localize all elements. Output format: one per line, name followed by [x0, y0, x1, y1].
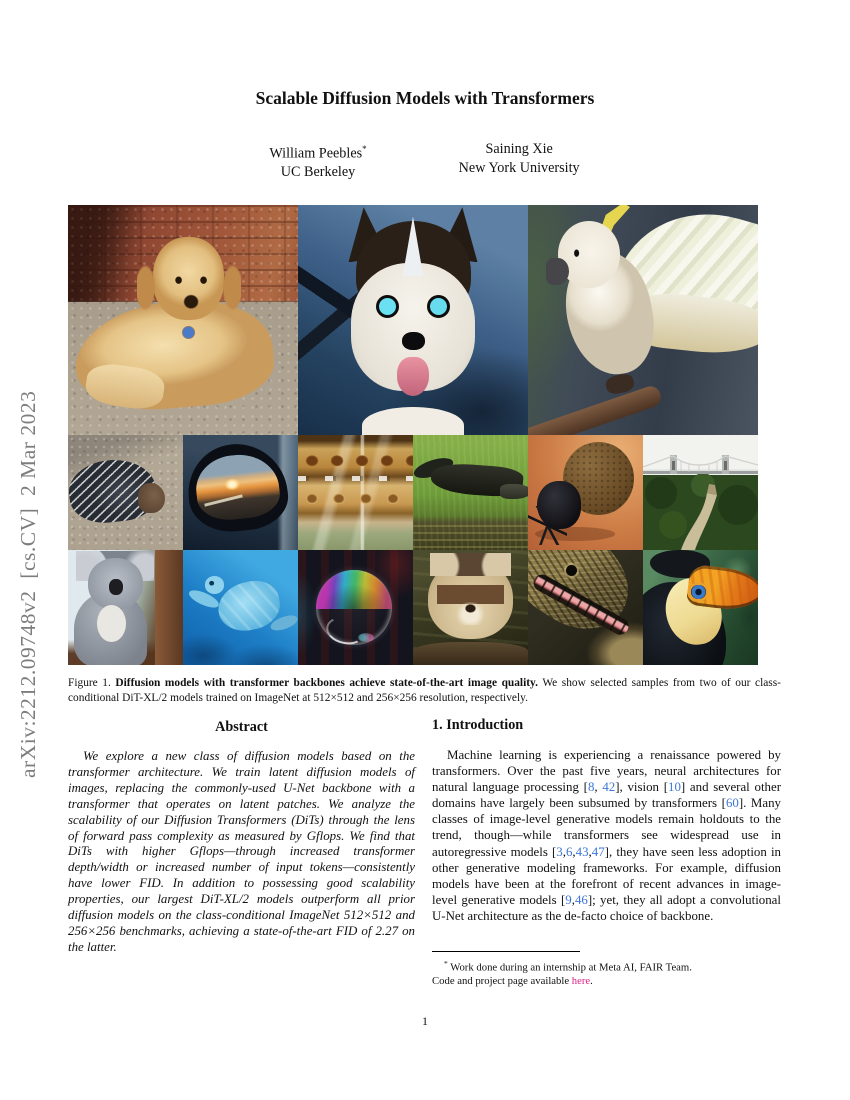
sample-image-bakery-display [298, 435, 413, 550]
figure-caption-text: We show selected samples from two of our class-conditional DiT-XL/2 models trained on ImageNet at 512×512 and 256×256 resolution, respectively. [68, 677, 781, 704]
author-block [68, 140, 781, 182]
citation-link[interactable]: 10 [668, 780, 681, 795]
arxiv-watermark: arXiv:2212.09748v2 [cs.CV] 2 Mar 2023 [16, 390, 40, 778]
footnote-line-1: * Work done during an internship at Meta AI, FAIR Team. [444, 959, 692, 974]
sample-image-sea-turtle [183, 550, 298, 665]
page-number: 1 [422, 1014, 428, 1028]
citation-link[interactable]: 8 [587, 780, 595, 795]
bridge-illustration [643, 435, 758, 550]
abstract-heading: Abstract [215, 719, 268, 735]
figure-1-sample-grid [68, 205, 758, 665]
introduction-paragraph: Machine learning is experiencing a renaissance powered by transformers. Over the past five years, neural architectures for natural language processing [8, 42], vision [10] and several other domains have largely been subsumed by transformers [60]. Many classes of image-level generative models remain holdouts to the trend, though—while transformers see widespread use in autoregressive models [3,6,43,47], they have seen less adoption in other generative modeling frameworks. For example, diffusion models have been at the forefront of recent advances in image-level generative models [9,46]; yet, they all adopt a convolutional U-Net architecture as the de-facto choice of backbone. [432, 748, 782, 923]
sample-image-porcupine [68, 435, 183, 550]
footnote [432, 951, 781, 989]
citation-link[interactable]: 6 [565, 844, 573, 859]
sample-image-cockatoo [528, 205, 758, 435]
author-1-name: William Peebles* [269, 144, 367, 162]
figure-row-top [68, 205, 758, 435]
author-2-name: Saining Xie [485, 141, 553, 157]
abstract-text: We explore a new class of diffusion models based on the transformer architecture. We train latent diffusion models of images, replacing the commonly-used U-Net backbone with a transformer that operates on latent patches. We analyze the scalability of our Diffusion Transformers (DiTs) through the lens of forward pass complexity as measured by Gflops. We find that DiTs with higher Gflops—through increased transformer depth/width or increased number of input tokens—consistently have lower FID. In addition to possessing good scalability properties, our largest DiT-XL/2 models outperform all prior diffusion models on the class-conditional ImageNet 512×512 and 256×256 benchmarks, achieving a state-of-the-art FID of 2.27 on the latter. [68, 749, 415, 954]
sample-image-car-side-mirror [183, 435, 298, 550]
footnote-mark: * [444, 959, 448, 968]
sample-image-ferret [413, 550, 528, 665]
project-page-link[interactable]: here [571, 975, 591, 988]
footnote-line-2: Code and project page available here. [432, 975, 593, 988]
sample-image-snake [528, 550, 643, 665]
sample-image-koala [68, 550, 183, 665]
paper-title: Scalable Diffusion Models with Transformers [255, 88, 595, 108]
sample-image-suspension-bridge [643, 435, 758, 550]
left-column [68, 719, 415, 956]
figure-caption-bold: Diffusion models with transformer backbones achieve state-of-the-art image quality. [115, 677, 538, 689]
citation-link[interactable]: 42 [602, 780, 616, 795]
sample-image-toucan [643, 550, 758, 665]
author-2-affiliation: New York University [458, 159, 580, 176]
sample-image-golden-retriever-puppy [68, 205, 298, 435]
citation-link[interactable]: 9 [565, 892, 572, 907]
footnote-rule [432, 951, 580, 952]
author-note-mark: * [362, 144, 367, 154]
right-column [432, 717, 781, 924]
figure-1-caption [68, 676, 781, 706]
introduction-heading: 1. Introduction [432, 717, 524, 733]
figure-label: Figure 1. [68, 677, 111, 689]
figure-row-middle [68, 435, 758, 550]
author-2 [459, 140, 580, 182]
citation-link[interactable]: 47 [591, 844, 605, 859]
citation-link[interactable]: 43 [575, 844, 589, 859]
citation-link[interactable]: 3 [556, 844, 563, 859]
author-1 [269, 140, 366, 182]
sample-image-siberian-husky [298, 205, 528, 435]
citation-link[interactable]: 46 [574, 892, 588, 907]
author-1-affiliation: UC Berkeley [280, 164, 356, 181]
citation-link[interactable]: 60 [725, 796, 739, 811]
sample-image-alligator [413, 435, 528, 550]
sample-image-dung-beetle [528, 435, 643, 550]
sample-image-soap-bubble [298, 550, 413, 665]
figure-row-bottom [68, 550, 758, 665]
